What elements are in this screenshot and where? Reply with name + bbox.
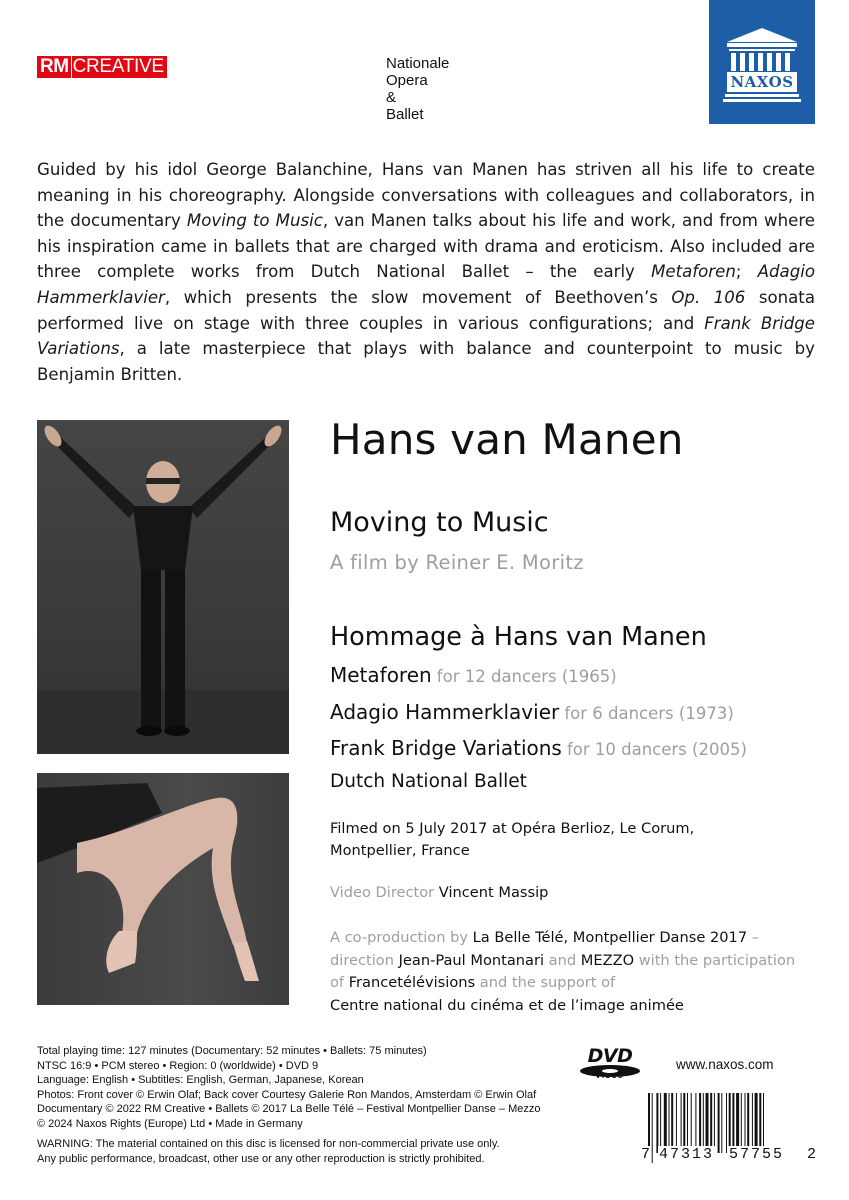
barcode-bar bbox=[745, 1093, 746, 1153]
barcode-group-1: 47313 bbox=[659, 1146, 715, 1163]
website-url[interactable]: www.naxos.com bbox=[676, 1057, 774, 1072]
barcode-bar bbox=[687, 1093, 688, 1153]
film-by: A film by Reiner E. Moritz bbox=[330, 551, 584, 574]
video-director bbox=[330, 882, 548, 904]
tech-line: Documentary © 2022 RM Creative • Ballets © 2017 La Belle Télé – Festival Montpellier Danse – Mezzo bbox=[37, 1103, 541, 1116]
naxos-logo bbox=[709, 0, 815, 124]
nob-logo-line: Ballet bbox=[386, 106, 424, 123]
barcode-bar bbox=[699, 1093, 701, 1153]
barcode-bar bbox=[752, 1093, 753, 1153]
description-work-title: Metaforen bbox=[651, 262, 736, 282]
description-text: Guided by his idol George Balanchine, Hans van Manen has striven all his life to create meaning in his choreography. Alongside conversations with colleagues and collaborators, in the documentary bbox=[37, 160, 815, 231]
coprod-text: – direction bbox=[330, 929, 760, 969]
description-opus: Op. 106 bbox=[671, 287, 746, 307]
co-production-credits bbox=[330, 927, 800, 1017]
description-work-title: Frank Bridge Variations bbox=[37, 313, 816, 359]
description bbox=[37, 157, 815, 387]
description-text: , a late masterpiece that plays with balance and counterpoint to music by Benjamin Britten. bbox=[37, 339, 815, 384]
coprod-name: MEZZO bbox=[580, 951, 635, 969]
hommage-title: Hommage à Hans van Manen bbox=[330, 622, 707, 652]
dvd-logo-text: DVD bbox=[587, 1045, 633, 1067]
tech-line: Language: English • Subtitles: English, German, Japanese, Korean bbox=[37, 1074, 364, 1087]
work-detail: for 6 dancers (1973) bbox=[564, 704, 734, 723]
barcode-group-2: 57755 bbox=[729, 1146, 785, 1163]
work-detail: for 12 dancers (1965) bbox=[436, 667, 617, 686]
filmed-info: Filmed on 5 July 2017 at Opéra Berlioz, Le Corum, Montpellier, France bbox=[330, 820, 695, 859]
director-label: Video Director bbox=[330, 884, 435, 901]
nob-logo-line: & bbox=[386, 89, 397, 106]
barcode-bar bbox=[681, 1093, 682, 1153]
barcode-bar bbox=[691, 1093, 692, 1153]
coprod-name: Francetélévisions bbox=[348, 974, 476, 991]
work-item bbox=[330, 697, 734, 729]
work-name: Frank Bridge Variations bbox=[330, 736, 562, 760]
work-name: Adagio Hammerklavier bbox=[330, 700, 560, 724]
description-text: , van Manen talks about his life and work, and from where his inspiration came in ballets that are charged with drama and eroticism. Also included are three complete works from Dutch National Ballet – the early bbox=[37, 211, 815, 282]
barcode-bar bbox=[729, 1093, 731, 1153]
barcode-bar bbox=[695, 1093, 696, 1153]
nationale-opera-ballet-logo bbox=[386, 55, 449, 123]
film-title: Moving to Music bbox=[330, 507, 549, 538]
barcode-bar bbox=[726, 1093, 727, 1153]
tech-line: © 2024 Naxos Rights (Europe) Ltd • Made in Germany bbox=[37, 1117, 303, 1130]
work-item bbox=[330, 733, 747, 765]
rm-creative-logo bbox=[37, 56, 167, 78]
coprod-name: Centre national du cinéma et de l’image animée bbox=[330, 996, 684, 1014]
barcode-bar bbox=[652, 1093, 653, 1163]
description-work-title: Adagio Hammerklavier bbox=[37, 262, 815, 307]
warning-notice bbox=[37, 1137, 597, 1166]
work-detail: for 10 dancers (2005) bbox=[566, 740, 747, 759]
barcode-bar bbox=[714, 1093, 715, 1153]
naxos-logo-text: NAXOS bbox=[730, 73, 794, 91]
coprod-text: and the support of bbox=[475, 974, 616, 991]
tech-line: Photos: Front cover © Erwin Olaf; Back cover Courtesy Galerie Ron Mandos, Amsterdam © Erwin Olaf bbox=[37, 1088, 537, 1101]
barcode-digit-last: 2 bbox=[807, 1146, 817, 1163]
barcode-bar bbox=[669, 1093, 670, 1153]
barcode-bar bbox=[664, 1093, 667, 1153]
description-text: , which presents the slow movement of Beethoven’s bbox=[164, 287, 672, 307]
barcode-bar bbox=[736, 1093, 739, 1153]
naxos-temple-icon bbox=[709, 0, 815, 124]
barcode-bar bbox=[676, 1093, 677, 1153]
tech-line: NTSC 16:9 • PCM stereo • Region: 0 (worldwide) • DVD 9 bbox=[37, 1059, 319, 1072]
barcode-bar bbox=[703, 1093, 704, 1153]
barcode-bar bbox=[732, 1093, 734, 1153]
barcode-bar bbox=[721, 1093, 722, 1153]
nob-logo-line: Nationale bbox=[386, 55, 450, 72]
description-film-title: Moving to Music bbox=[186, 211, 323, 231]
barcode-bar bbox=[718, 1093, 720, 1153]
main-title: Hans van Manen bbox=[330, 415, 684, 464]
description-text: sonata performed live on stage with three couples in various configurations; and bbox=[37, 287, 815, 333]
work-name: Metaforen bbox=[330, 663, 432, 687]
barcode-digit-first: 7 bbox=[641, 1146, 651, 1163]
warning-line: Any public performance, broadcast, other use or any other reproduction is strictly prohibited. bbox=[37, 1152, 485, 1165]
technical-info bbox=[37, 1044, 597, 1132]
barcode-bar bbox=[759, 1093, 761, 1153]
barcode-bar bbox=[741, 1093, 742, 1153]
tech-line: Total playing time: 127 minutes (Documentary: 52 minutes • Ballets: 75 minutes) bbox=[37, 1045, 427, 1057]
dvd-logo-video: VIDEO bbox=[595, 1073, 625, 1080]
rm-creative-logo-creative: CREATIVE bbox=[72, 56, 167, 78]
dvd-video-logo bbox=[578, 1047, 642, 1081]
barcode-bar bbox=[656, 1093, 658, 1153]
coprod-name: Jean-Paul Montanari bbox=[398, 951, 545, 969]
barcode-bar bbox=[671, 1093, 673, 1153]
coprod-text: and bbox=[544, 951, 581, 969]
description-text: ; bbox=[735, 262, 758, 282]
coprod-text: with the participation of bbox=[330, 951, 796, 991]
work-item bbox=[330, 660, 617, 692]
barcode-bar bbox=[755, 1093, 758, 1153]
photo-dancer-legs bbox=[37, 773, 289, 1005]
barcode-bar bbox=[747, 1093, 749, 1153]
coprod-text: A co-production by bbox=[330, 929, 473, 946]
director-name: Vincent Massip bbox=[438, 884, 549, 901]
company-name: Dutch National Ballet bbox=[330, 771, 527, 792]
warning-line: WARNING: The material contained on this disc is licensed for non-commercial private use only. bbox=[37, 1138, 500, 1150]
rm-creative-logo-rm: RM bbox=[37, 56, 71, 78]
nob-logo-line: Opera bbox=[386, 72, 428, 89]
barcode-bar bbox=[660, 1093, 661, 1153]
barcode-bar bbox=[683, 1093, 685, 1153]
coprod-name: La Belle Télé, Montpellier Danse 2017 bbox=[472, 929, 748, 946]
photo-choreographer bbox=[37, 420, 289, 754]
